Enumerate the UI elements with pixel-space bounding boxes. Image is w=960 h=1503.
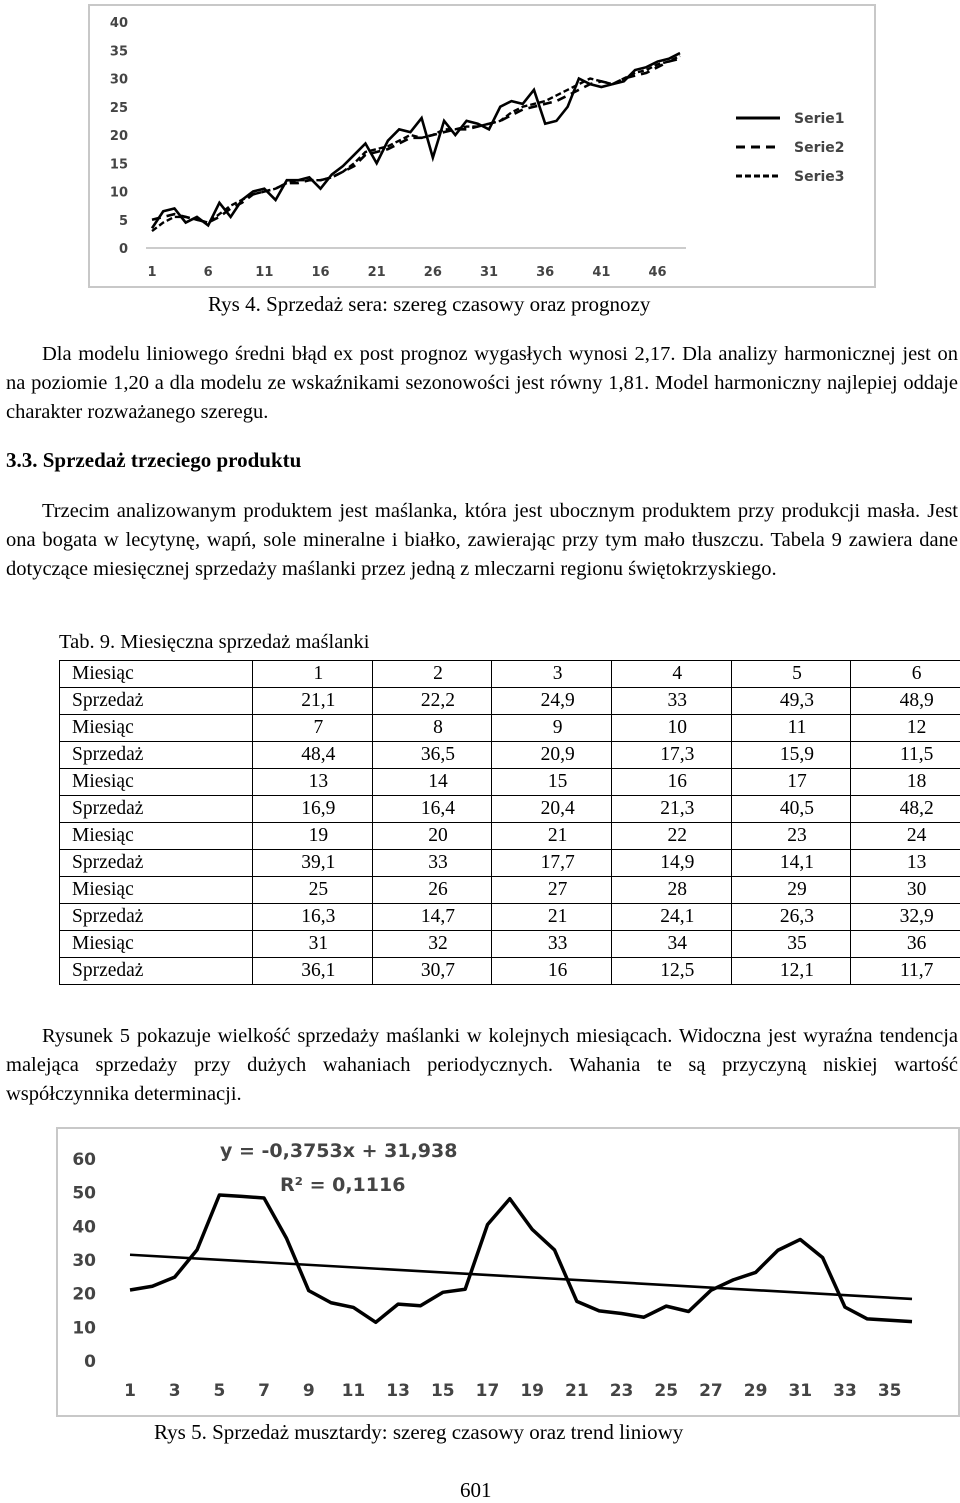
table-cell: 14,7: [372, 904, 492, 931]
chart2-xtick-label: 27: [699, 1381, 723, 1401]
table-row: [60, 958, 960, 985]
table-cell: 14,1: [731, 850, 851, 877]
table-cell: 32,9: [851, 904, 960, 931]
chart2-xtick-label: 35: [878, 1381, 902, 1401]
table-cell: 34: [611, 931, 731, 958]
table-row-label: Miesiąc: [60, 877, 253, 904]
table-cell: 3: [492, 661, 612, 688]
table-cell: 21: [492, 823, 612, 850]
table-cell: 17: [731, 769, 851, 796]
table-cell: 19: [253, 823, 373, 850]
table-cell: 14: [372, 769, 492, 796]
chart2-xtick-label: 1: [124, 1381, 136, 1401]
table-cell: 13: [851, 850, 960, 877]
table-cell: 36: [851, 931, 960, 958]
table-cell: 5: [731, 661, 851, 688]
table-cell: 33: [492, 931, 612, 958]
table-cell: 12,1: [731, 958, 851, 985]
chart1-legend-label: Serie1: [794, 111, 845, 127]
chart1-ytick-label: 30: [110, 73, 128, 88]
table-row-label: Miesiąc: [60, 715, 253, 742]
table-cell: 11: [731, 715, 851, 742]
table-row: [60, 742, 960, 769]
chart1-ytick-label: 40: [110, 16, 128, 31]
paragraph-model-errors: Dla modelu liniowego średni błąd ex post prognoz wygasłych wynosi 2,17. Dla analizy harmonicznej jest on na poziomie 1,20 a dla modelu ze wskaźnikami sezonowości jest równy 1,81. Model harmoniczny najlepiej oddaje charakter rozważanego szeregu.: [6, 340, 958, 427]
chart2-ytick-label: 60: [72, 1150, 96, 1170]
table-cell: 26: [372, 877, 492, 904]
table-cell: 11,5: [851, 742, 960, 769]
chart2-ytick-label: 50: [72, 1184, 96, 1204]
paragraph-buttermilk-intro: Trzecim analizowanym produktem jest maślanka, która jest ubocznym produktem przy produkcji masła. Jest ona bogata w lecytynę, wapń, sole mineralne i białko, zawierając przy tym mało tłuszczu. Tabela 9 zawiera dane dotyczące miesięcznej sprzedaży maślanki przez jedną z mleczarni regionu świętokrzyskiego.: [6, 497, 958, 584]
table-cell: 18: [851, 769, 960, 796]
chart2-xtick-label: 19: [520, 1381, 544, 1401]
chart1-ytick-label: 15: [110, 157, 128, 172]
table-cell: 39,1: [253, 850, 373, 877]
chart1-xtick-label: 26: [424, 265, 442, 280]
chart-cheese-sales: [88, 4, 876, 288]
chart2-xtick-label: 33: [833, 1381, 857, 1401]
table-row: [60, 661, 960, 688]
table-cell: 20,4: [492, 796, 612, 823]
table-cell: 23: [731, 823, 851, 850]
chart1-xtick-label: 21: [368, 265, 386, 280]
chart2-xtick-label: 31: [788, 1381, 812, 1401]
table-cell: 8: [372, 715, 492, 742]
table-cell: 16,3: [253, 904, 373, 931]
chart2-trendline: [130, 1255, 912, 1299]
table-cell: 16: [611, 769, 731, 796]
chart1-legend-label: Serie3: [794, 169, 845, 185]
chart2-xtick-label: 13: [386, 1381, 410, 1401]
table-title: Tab. 9. Miesięczna sprzedaż maślanki: [59, 631, 370, 654]
page-number: 601: [460, 1478, 492, 1503]
chart1-xtick-label: 1: [147, 265, 156, 280]
chart1-xtick-label: 6: [204, 265, 213, 280]
chart2-xtick-label: 29: [744, 1381, 768, 1401]
table-row: [60, 877, 960, 904]
table-cell: 12,5: [611, 958, 731, 985]
chart2-r2-label: R² = 0,1116: [280, 1174, 405, 1196]
figure-caption-5: Rys 5. Sprzedaż musztardy: szereg czasowy oraz trend liniowy: [154, 1420, 683, 1445]
table-row-label: Miesiąc: [60, 769, 253, 796]
chart2-ytick-label: 0: [84, 1352, 96, 1372]
chart2-xtick-label: 7: [258, 1381, 270, 1401]
table-cell: 28: [611, 877, 731, 904]
chart1-xtick-label: 46: [648, 265, 666, 280]
table-cell: 9: [492, 715, 612, 742]
chart2-xtick-label: 9: [303, 1381, 315, 1401]
chart2-xtick-label: 3: [169, 1381, 181, 1401]
chart2-ytick-label: 10: [72, 1318, 96, 1338]
table-row-label: Miesiąc: [60, 661, 253, 688]
table-cell: 30,7: [372, 958, 492, 985]
table-cell: 20,9: [492, 742, 612, 769]
chart2-xtick-label: 11: [342, 1381, 366, 1401]
table-cell: 27: [492, 877, 612, 904]
table-row: [60, 931, 960, 958]
table-row: [60, 850, 960, 877]
table-cell: 6: [851, 661, 960, 688]
chart2-ytick-label: 40: [72, 1217, 96, 1237]
chart1-ytick-label: 0: [119, 242, 128, 257]
table-cell: 21: [492, 904, 612, 931]
chart1-ytick-label: 10: [110, 186, 128, 201]
table-cell: 16,4: [372, 796, 492, 823]
table-row: [60, 796, 960, 823]
table-cell: 22: [611, 823, 731, 850]
section-heading: 3.3. Sprzedaż trzeciego produktu: [6, 448, 301, 473]
table-row: [60, 823, 960, 850]
table-cell: 36,1: [253, 958, 373, 985]
chart1-xtick-label: 11: [255, 265, 273, 280]
chart2-equation-label: y = -0,3753x + 31,938: [220, 1140, 457, 1162]
table-cell: 1: [253, 661, 373, 688]
paragraph-trend-description: Rysunek 5 pokazuje wielkość sprzedaży maślanki w kolejnych miesiącach. Widoczna jest wyraźna tendencja malejąca sprzedaży przy dużych wahaniach periodycznych. Wahania te są przyczyną niskiej wartość współczynnika determinacji.: [6, 1022, 958, 1109]
table-cell: 13: [253, 769, 373, 796]
chart1-ytick-label: 25: [110, 101, 128, 116]
table-cell: 17,7: [492, 850, 612, 877]
table-cell: 29: [731, 877, 851, 904]
table-row-label: Sprzedaż: [60, 958, 253, 985]
table-row-label: Miesiąc: [60, 931, 253, 958]
chart1-xtick-label: 31: [480, 265, 498, 280]
table-cell: 20: [372, 823, 492, 850]
table-cell: 24,1: [611, 904, 731, 931]
chart1-ytick-label: 35: [110, 44, 128, 59]
table-cell: 11,7: [851, 958, 960, 985]
chart2-ytick-label: 20: [72, 1285, 96, 1305]
table-row-label: Sprzedaż: [60, 796, 253, 823]
chart1-legend-label: Serie2: [794, 140, 845, 156]
buttermilk-sales-table: [59, 660, 960, 985]
chart2-xtick-label: 25: [654, 1381, 678, 1401]
table-cell: 14,9: [611, 850, 731, 877]
table-cell: 32: [372, 931, 492, 958]
table-row: [60, 688, 960, 715]
table-cell: 15: [492, 769, 612, 796]
chart1-svg: [90, 6, 874, 286]
table-cell: 22,2: [372, 688, 492, 715]
table-cell: 4: [611, 661, 731, 688]
table-row-label: Sprzedaż: [60, 850, 253, 877]
chart1-series-line-3: [152, 56, 680, 231]
chart1-xtick-label: 36: [536, 265, 554, 280]
table-cell: 33: [611, 688, 731, 715]
chart1-ytick-label: 5: [119, 214, 128, 229]
table-cell: 17,3: [611, 742, 731, 769]
chart1-ytick-label: 20: [110, 129, 128, 144]
chart2-series-line: [130, 1195, 912, 1322]
chart2-xtick-label: 23: [610, 1381, 634, 1401]
chart-buttermilk-sales: [56, 1127, 960, 1417]
chart2-xtick-label: 5: [213, 1381, 225, 1401]
table-cell: 24: [851, 823, 960, 850]
table-cell: 21,1: [253, 688, 373, 715]
table-cell: 12: [851, 715, 960, 742]
table-row: [60, 904, 960, 931]
table-cell: 24,9: [492, 688, 612, 715]
chart2-xtick-label: 15: [431, 1381, 455, 1401]
table-cell: 15,9: [731, 742, 851, 769]
table-cell: 16: [492, 958, 612, 985]
chart1-series-line-2: [152, 59, 680, 223]
table-cell: 48,9: [851, 688, 960, 715]
table-cell: 33: [372, 850, 492, 877]
table-cell: 7: [253, 715, 373, 742]
chart1-xtick-label: 41: [592, 265, 610, 280]
table-row-label: Miesiąc: [60, 823, 253, 850]
table-cell: 2: [372, 661, 492, 688]
table-cell: 48,2: [851, 796, 960, 823]
table-cell: 36,5: [372, 742, 492, 769]
chart2-ytick-label: 30: [72, 1251, 96, 1271]
table-row-label: Sprzedaż: [60, 742, 253, 769]
table-cell: 48,4: [253, 742, 373, 769]
chart1-series-line-1: [152, 53, 680, 228]
figure-caption-4: Rys 4. Sprzedaż sera: szereg czasowy oraz prognozy: [208, 292, 650, 317]
table-row-label: Sprzedaż: [60, 688, 253, 715]
table-cell: 40,5: [731, 796, 851, 823]
table-cell: 31: [253, 931, 373, 958]
table-cell: 35: [731, 931, 851, 958]
chart2-svg: [58, 1129, 958, 1415]
chart1-xtick-label: 16: [311, 265, 329, 280]
table-cell: 16,9: [253, 796, 373, 823]
table-row: [60, 769, 960, 796]
chart2-xtick-label: 21: [565, 1381, 589, 1401]
table-row: [60, 715, 960, 742]
table-cell: 25: [253, 877, 373, 904]
table-cell: 26,3: [731, 904, 851, 931]
table-cell: 10: [611, 715, 731, 742]
table-cell: 49,3: [731, 688, 851, 715]
chart2-xtick-label: 17: [476, 1381, 500, 1401]
table-cell: 30: [851, 877, 960, 904]
table-row-label: Sprzedaż: [60, 904, 253, 931]
table-cell: 21,3: [611, 796, 731, 823]
